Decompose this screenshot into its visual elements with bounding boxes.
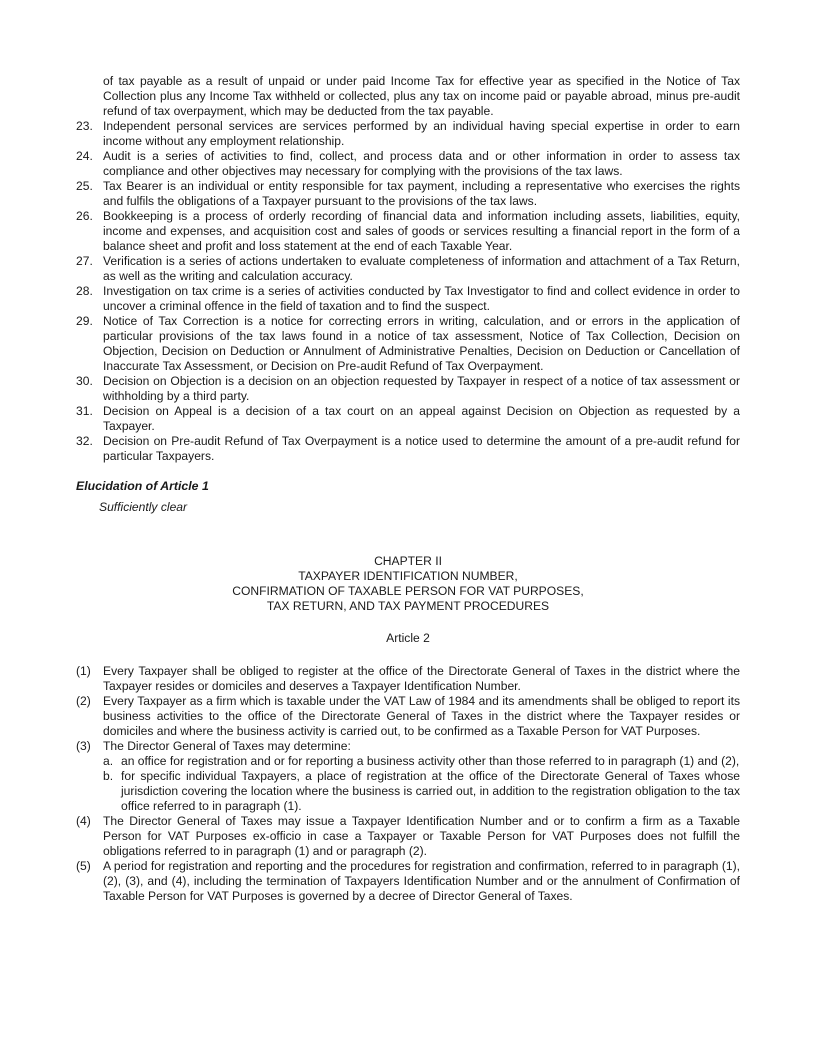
paragraph-item [76,814,740,859]
item-text: Decision on Objection is a decision on an objection requested by Taxpayer in respect of a notice of tax assessment or withholding by a third party. [103,374,740,403]
item-text: Notice of Tax Correction is a notice for correcting errors in writing, calculation, and or errors in the application of particular provisions of the tax laws found in a notice of tax assessment, Notice of Tax Collection, Decision on Objection, Decision on Deduction or Annulment of Administrative Penalties, Decision on Deduction or Cancellation of Inaccurate Tax Assessment, or Decision on Pre-audit Refund of Tax Overpayment. [103,314,740,373]
sub-item-letter: b. [103,769,114,783]
definitions-list [76,119,740,464]
item-number: 25. [76,179,93,193]
elucidation-heading: Elucidation of Article 1 [76,479,209,493]
sub-item [76,769,740,814]
item-number: 26. [76,209,93,223]
item-text: Investigation on tax crime is a series of activities conducted by Tax Investigator to find and collect evidence in order to uncover a criminal offence in the field of taxation and to find the suspect. [103,284,740,313]
list-item [76,434,740,464]
paragraph-item [76,664,740,694]
item-text: Tax Bearer is an individual or entity responsible for tax payment, including a representative who exercises the rights and fulfils the obligations of a Taxpayer pursuant to the provisions of the tax laws. [103,179,740,208]
paragraph-number: (1) [76,664,91,678]
list-item [76,404,740,434]
paragraph-text: Every Taxpayer as a firm which is taxable under the VAT Law of 1984 and its amendments shall be obliged to report its business activities to the office of the Directorate General of Taxes in the district where the Taxpayer resides or domiciles and where the business activity is carried out, to be confirmed as a Taxable Person for VAT Purposes. [103,694,740,738]
item-number: 27. [76,254,93,268]
paragraph-number: (5) [76,859,91,873]
item-number: 29. [76,314,93,328]
paragraph-number: (3) [76,739,91,753]
paragraph-number: (4) [76,814,91,828]
item-number: 23. [76,119,93,133]
continued-definition-text: of tax payable as a result of unpaid or under paid Income Tax for effective year as specified in the Notice of Tax Collection plus any Income Tax withheld or collected, plus any tax on income paid or payable abroad, minus pre-audit refund of tax overpayment, which may be deducted from the tax payable. [103,74,740,118]
item-text: Bookkeeping is a process of orderly recording of financial data and information including assets, liabilities, equity, income and expenses, and acquisition cost and sales of goods or services resulting a financial report in the form of a balance sheet and profit and loss statement at the end of each Taxable Year. [103,209,740,253]
paragraph-item [76,739,740,754]
list-item [76,149,740,179]
chapter-heading [76,554,740,614]
item-number: 24. [76,149,93,163]
item-text: Decision on Pre-audit Refund of Tax Overpayment is a notice used to determine the amount of a pre-audit refund for particular Taxpayers. [103,434,740,463]
document-page [76,74,740,904]
chapter-title-line: TAX RETURN, AND TAX PAYMENT PROCEDURES [266,599,550,613]
chapter-number: CHAPTER II [374,554,442,568]
paragraph-item [76,859,740,904]
chapter-title-line: TAXPAYER IDENTIFICATION NUMBER, [298,569,518,583]
item-text: Audit is a series of activities to find, collect, and process data and or other information in order to assess tax compliance and other objectives may necessary for complying with the provisions of the tax laws. [103,149,740,178]
item-text: Verification is a series of actions undertaken to evaluate completeness of information and attachment of a Tax Return, as well as the writing and calculation accuracy. [103,254,740,283]
paragraph-text: A period for registration and reporting and the procedures for registration and confirmation, referred to in paragraph (1), (2), (3), and (4), including the termination of Taxpayers Identification Number and or the annulment of Confirmation of Taxable Person for VAT Purposes is governed by a decree of Director General of Taxes. [103,859,740,903]
paragraph-text: The Director General of Taxes may determine: [103,739,351,753]
item-text: Decision on Appeal is a decision of a tax court on an appeal against Decision on Objection as requested by a Taxpayer. [103,404,740,433]
list-item [76,179,740,209]
item-number: 32. [76,434,93,448]
list-item [76,284,740,314]
sub-item [76,754,740,769]
sub-item-text: an office for registration and or for reporting a business activity other than those referred to in paragraph (1) and (2), [121,754,740,768]
item-text: Independent personal services are services performed by an individual having special expertise in order to earn income without any employment relationship. [103,119,740,148]
item-number: 31. [76,404,93,418]
list-item [76,254,740,284]
paragraph-text: Every Taxpayer shall be obliged to register at the office of the Directorate General of Taxes in the district where the Taxpayer resides or domiciles and deserves a Taxpayer Identification Number. [103,664,740,693]
sub-item-text: for specific individual Taxpayers, a place of registration at the office of the Directorate General of Taxes whose jurisdiction covering the location where the business is carried out, in addition to the registration obligation to the tax office referred to in paragraph (1). [121,769,740,813]
list-item [76,374,740,404]
sub-item-letter: a. [103,754,114,768]
paragraph-number: (2) [76,694,91,708]
item-number: 30. [76,374,93,388]
article-paragraphs [76,664,740,904]
list-item [76,209,740,254]
chapter-title-line: CONFIRMATION OF TAXABLE PERSON FOR VAT PURPOSES, [232,584,584,598]
article-heading: Article 2 [386,631,430,645]
list-item [76,119,740,149]
paragraph-item [76,694,740,739]
elucidation-text: Sufficiently clear [99,500,188,514]
paragraph-text: The Director General of Taxes may issue a Taxpayer Identification Number and or to confirm a firm as a Taxable Person for VAT Purposes ex-officio in case a Taxpayer or Taxable Person for VAT Purposes does not fulfill the obligations referred to in paragraph (1) and or paragraph (2). [103,814,740,858]
list-item [76,314,740,374]
item-number: 28. [76,284,93,298]
